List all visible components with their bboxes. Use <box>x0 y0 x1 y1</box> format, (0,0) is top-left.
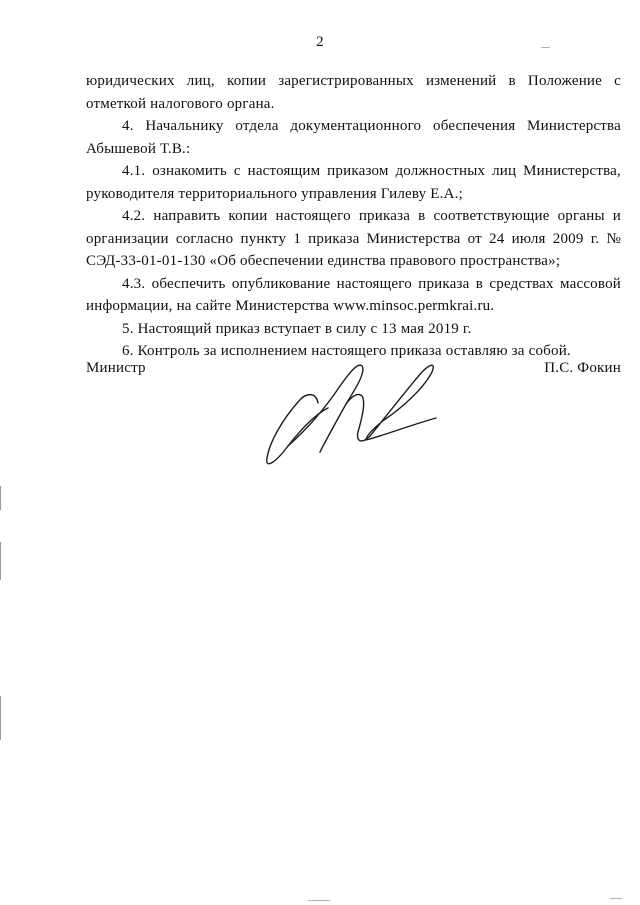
scan-edge-mark <box>0 542 1 580</box>
scan-edge-mark <box>0 486 1 510</box>
signature-stroke <box>288 365 363 452</box>
signatory-title: Министр <box>86 360 146 376</box>
paragraph-item-4-1: 4.1. ознакомить с настоящим приказом должностных лиц Министерства, руководителя территориального управления Гилеву Е.А.; <box>86 163 621 202</box>
paragraph-item-4-2: 4.2. направить копии настоящего приказа в соответствующие органы и организации согласно пункту 1 приказа Министерства от 24 июля 2009 г. № СЭД-33-01-01-130 «Об обеспечении единства правового пространства»; <box>86 208 621 269</box>
paragraph-item-6: 6. Контроль за исполнением настоящего приказа оставляю за собой. <box>122 343 571 359</box>
handwritten-signature <box>258 348 458 473</box>
page-number: 2 <box>316 34 324 50</box>
scan-speck <box>541 47 550 48</box>
signature-stroke <box>366 365 436 440</box>
paragraph-item-4: 4. Начальнику отдела документационного обеспечения Министерства Абышевой Т.В.: <box>86 118 621 157</box>
scan-edge-mark <box>0 696 1 740</box>
scan-speck <box>308 900 330 901</box>
document-body <box>86 70 621 363</box>
signatory-name: П.С. Фокин <box>544 360 621 376</box>
paragraph-item-5: 5. Настоящий приказ вступает в силу с 13 мая 2019 г. <box>122 320 472 337</box>
paragraph-continuation: юридических лиц, копии зарегистрированных изменений в Положение с отметкой налогового органа. <box>86 73 621 112</box>
signature-stroke <box>267 395 328 464</box>
scan-speck <box>610 898 622 899</box>
signature-stroke <box>346 394 370 441</box>
paragraph-item-4-3: 4.3. обеспечить опубликование настоящего приказа в средствах массовой информации, на сайте Министерства www.minsoc.permkrai.ru. <box>86 275 621 314</box>
